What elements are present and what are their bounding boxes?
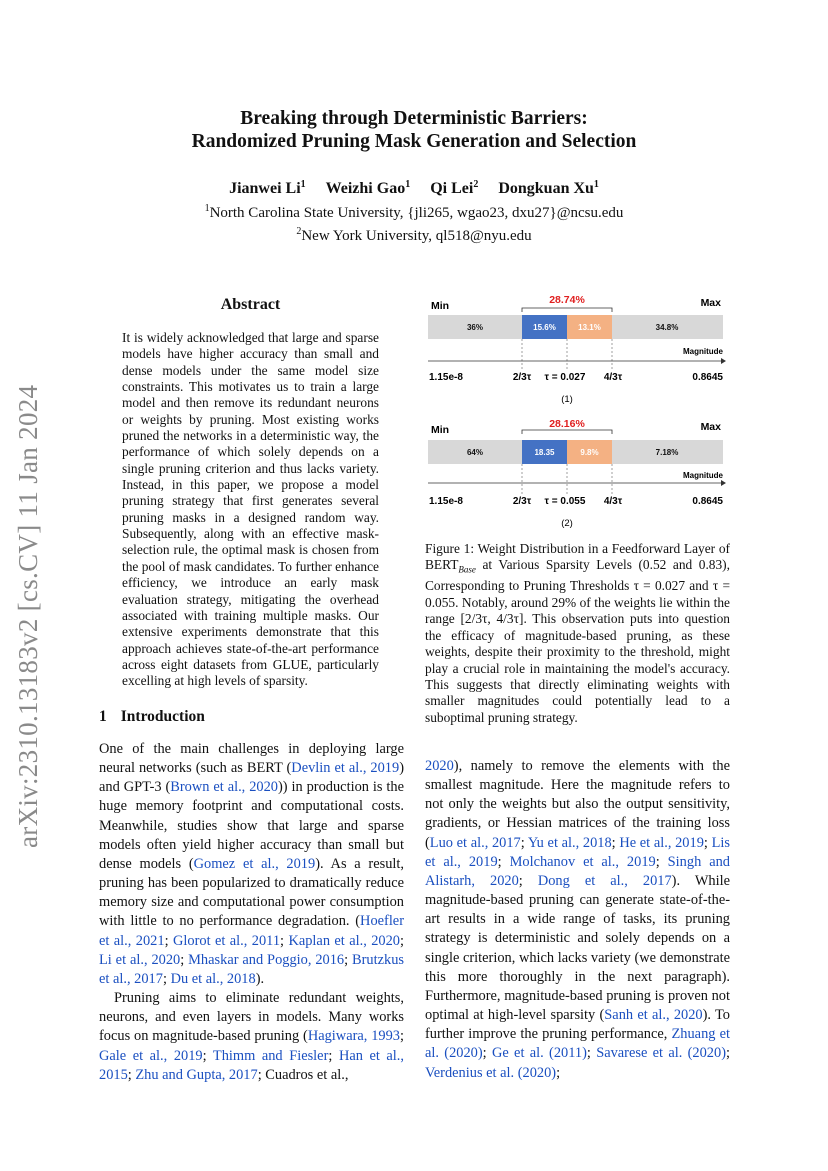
citation-link[interactable]: Mhaskar and Poggio, 2016 — [188, 951, 345, 968]
citation-link[interactable]: Ge et al. (2011) — [491, 1045, 587, 1062]
min-value-label: 1.15e-8 — [429, 496, 463, 507]
affil-mark: 2 — [296, 226, 302, 237]
citation-link[interactable]: Hoefler et al., 2021 — [99, 913, 404, 949]
segment-percent-label: 9.8% — [580, 448, 599, 457]
citation-link[interactable]: Brown et al., 2020 — [170, 779, 278, 796]
section-heading — [99, 708, 205, 726]
citation-link[interactable]: 2020 — [425, 758, 454, 774]
body-column-right — [425, 757, 730, 1083]
author-name: Jianwei Li — [229, 180, 301, 197]
citation-link[interactable]: Lis et al., 2019 — [425, 834, 730, 870]
magnitude-axis-label: Magnitude — [683, 347, 723, 356]
citation-link[interactable]: He et al., 2019 — [619, 834, 704, 851]
abstract-heading: Abstract — [220, 296, 281, 313]
max-value-label: 0.8645 — [692, 372, 723, 383]
range-bracket — [522, 308, 612, 312]
citation-link[interactable]: Molchanov et al., 2019 — [509, 853, 656, 870]
subscript-base: Base — [458, 565, 476, 576]
citation-link[interactable]: Singh and Alistarh, 2020 — [425, 853, 730, 889]
segment-percent-label: 15.6% — [533, 323, 556, 332]
min-label: Min — [431, 300, 450, 312]
intro-paragraph-2: Pruning aims to eliminate redundant weights, neurons, and even layers in models. Many works focus on magnitude-based pruning (Hagiwara, 1993; Gale et al., 2019; Thimm and Fiesler; Han et al., 2015; Zhu and Gupta, 2017; Cuadros et al., — [99, 990, 405, 1083]
segment-percent-label: 36% — [466, 323, 484, 332]
threshold-label: τ = 0.055 — [544, 496, 586, 507]
citation-link[interactable]: Glorot et al., 2011 — [173, 932, 281, 949]
citation-link[interactable]: Brutzkus et al., 2017 — [99, 951, 404, 987]
citation-link[interactable]: Sanh et al., 2020 — [604, 1007, 703, 1024]
axis-arrow — [721, 358, 726, 364]
affiliation-1 — [0, 205, 828, 222]
citation-link[interactable]: Thimm and Fiesler — [212, 1047, 329, 1064]
paper-title-line2: Randomized Pruning Mask Generation and Selection — [191, 131, 637, 152]
author-affil-mark: 1 — [405, 179, 411, 190]
upper-range-tick: 4/3τ — [603, 496, 623, 507]
figure-panel-1 — [428, 294, 726, 405]
threshold-label: τ = 0.027 — [544, 372, 586, 383]
figure-panel-2 — [428, 418, 726, 529]
author-affil-mark: 1 — [300, 179, 306, 190]
section-title: Introduction — [120, 708, 205, 725]
author-list — [0, 180, 828, 198]
author-name: Dongkuan Xu — [498, 180, 594, 197]
affiliation-2 — [0, 228, 828, 245]
range-percent-label: 28.16% — [549, 418, 585, 430]
max-label: Max — [700, 297, 721, 309]
intro-paragraph-1: One of the main challenges in deploying large neural networks (such as BERT (Devlin et al., 2019) and GPT-3 (Brown et al., 2020)) in production is the huge memory footprint and computational costs. Meanwhile, studies show that large and sparse models often yield higher accuracy than small but dense models (Gomez et al., 2019). As a result, pruning has been popularized to dramatically reduce memory size and computational power consumption with little to no performance degradation. (Hoefler et al., 2021; Glorot et al., 2011; Kaplan et al., 2020; Li et al., 2020; Mhaskar and Poggio, 2016; Brutzkus et al., 2017; Du et al., 2018). — [99, 741, 404, 987]
author-affil-mark: 2 — [473, 179, 479, 190]
author-name: Qi Lei — [430, 180, 474, 197]
citation-link[interactable]: Verdenius et al. (2020) — [425, 1064, 557, 1081]
min-value-label: 1.15e-8 — [429, 372, 463, 383]
segment-percent-label: 64% — [466, 448, 484, 457]
upper-range-tick: 4/3τ — [603, 372, 623, 383]
segment-percent-label: 18.35 — [534, 448, 555, 457]
min-label: Min — [431, 424, 450, 436]
body-column-left — [99, 740, 404, 1085]
citation-link[interactable]: Gomez et al., 2019 — [193, 855, 316, 872]
affiliation-text: North Carolina State University, {jli265, wgao23, dxu27}@ncsu.edu — [209, 205, 624, 221]
citation-link[interactable]: Zhuang et al. (2020) — [425, 1026, 730, 1062]
citation-link[interactable]: Luo et al., 2017 — [429, 834, 521, 851]
max-value-label: 0.8645 — [692, 496, 723, 507]
citation-link[interactable]: Kaplan et al., 2020 — [288, 932, 400, 949]
max-label: Max — [700, 421, 721, 433]
section-number: 1 — [99, 708, 107, 725]
magnitude-axis-label: Magnitude — [683, 471, 723, 480]
paper-title-line1: Breaking through Deterministic Barriers: — [240, 108, 588, 129]
affil-mark: 1 — [204, 203, 210, 214]
citation-link[interactable]: Zhu and Gupta, 2017 — [135, 1066, 258, 1083]
range-percent-label: 28.74% — [549, 294, 585, 306]
affiliation-text: New York University, ql518@nyu.edu — [301, 228, 532, 244]
abstract-text: It is widely acknowledged that large and sparse models have higher accuracy than small and dense models under the same model size constraints. This motivates us to train a large model and then remove its redundant neurons or weights by pruning. Most existing works pruned the networks in a deterministic way, the performance of which solely depends on a single pruning criterion and thus lacks variety. Instead, in this paper, we propose a model pruning strategy that first generates several pruning masks in a designed random way. Subsequently, along with an effective mask-selection rule, the optimal mask is chosen from the pool of mask candidates. To further enhance efficiency, we introduce an early mask evaluation strategy, mitigating the overhead associated with training multiple masks. Our extensive experiments demonstrate that this approach achieves state-of-the-art performance across eight datasets from GLUE, particularly excelling at high levels of sparsity. — [122, 330, 379, 689]
segment-percent-label: 13.1% — [578, 323, 601, 332]
lower-range-tick: 2/3τ — [512, 496, 532, 507]
arxiv-identifier: arXiv:2310.13183v2 [cs.CV] 11 Jan 2024 — [13, 384, 43, 848]
citation-link[interactable]: Gale et al., 2019 — [99, 1047, 203, 1064]
figure-caption: Figure 1: Weight Distribution in a Feedforward Layer of $BERT_{Base}$ at Various Sparsity Levels (0.52 and 0.83), Corresponding to Pruning Thresholds τ = 0.027 and τ = 0.055. Notably, around 29% of the weights lie within the range [2/3τ, 4/3τ]. This observation puts into question the efficacy of magnitude-based pruning, as these weights, despite their proximity to the threshold, might play a crucial role in maintaining the model's accuracy. This suggests that directly eliminating weights with smaller magnitudes could potentially lead to a suboptimal pruning strategy. — [425, 541, 730, 725]
segment-percent-label: 34.8% — [655, 323, 679, 332]
citation-link[interactable]: Li et al., 2020 — [99, 951, 181, 968]
citation-link[interactable]: Devlin et al., 2019 — [291, 760, 400, 777]
author-affil-mark: 1 — [593, 179, 599, 190]
citation-link[interactable]: Savarese et al. (2020) — [596, 1045, 726, 1062]
axis-arrow — [721, 480, 726, 486]
intro-paragraph-2-continued: 2020), namely to remove the elements with the smallest magnitude. Here the magnitude refers to not only the weights but also the output sensitivity, gradients, or Hessian matrices of the training loss (Luo et al., 2017; Yu et al., 2018; He et al., 2019; Lis et al., 2019; Molchanov et al., 2019; Singh and Alistarh, 2020; Dong et al., 2017). While magnitude-based pruning can generate state-of-the-art results in a wide range of tasks, its pruning strategy is deterministic and solely depends on a single criterion, which lacks variety (we demonstrate this more thoroughly in the next paragraph). Furthermore, magnitude-based pruning is proven not optimal at high-level sparsity (Sanh et al., 2020). To further improve the pruning performance, Zhuang et al. (2020); Ge et al. (2011); Savarese et al. (2020); Verdenius et al. (2020); — [425, 758, 730, 1081]
lower-range-tick: 2/3τ — [512, 372, 532, 383]
citation-link[interactable]: Han et al., 2015 — [99, 1047, 405, 1083]
citation-link[interactable]: Du et al., 2018 — [170, 970, 256, 987]
author-name: Weizhi Gao — [325, 180, 406, 197]
weight-distribution-figure — [423, 290, 733, 530]
citation-link[interactable]: Hagiwara, 1993 — [307, 1028, 400, 1045]
citation-link[interactable]: Dong et al., 2017 — [537, 872, 672, 889]
citation-link[interactable]: Yu et al., 2018 — [527, 834, 612, 851]
range-bracket — [522, 430, 612, 434]
panel-label: (1) — [561, 394, 573, 405]
panel-label: (2) — [561, 518, 573, 529]
segment-percent-label: 7.18% — [655, 448, 679, 457]
